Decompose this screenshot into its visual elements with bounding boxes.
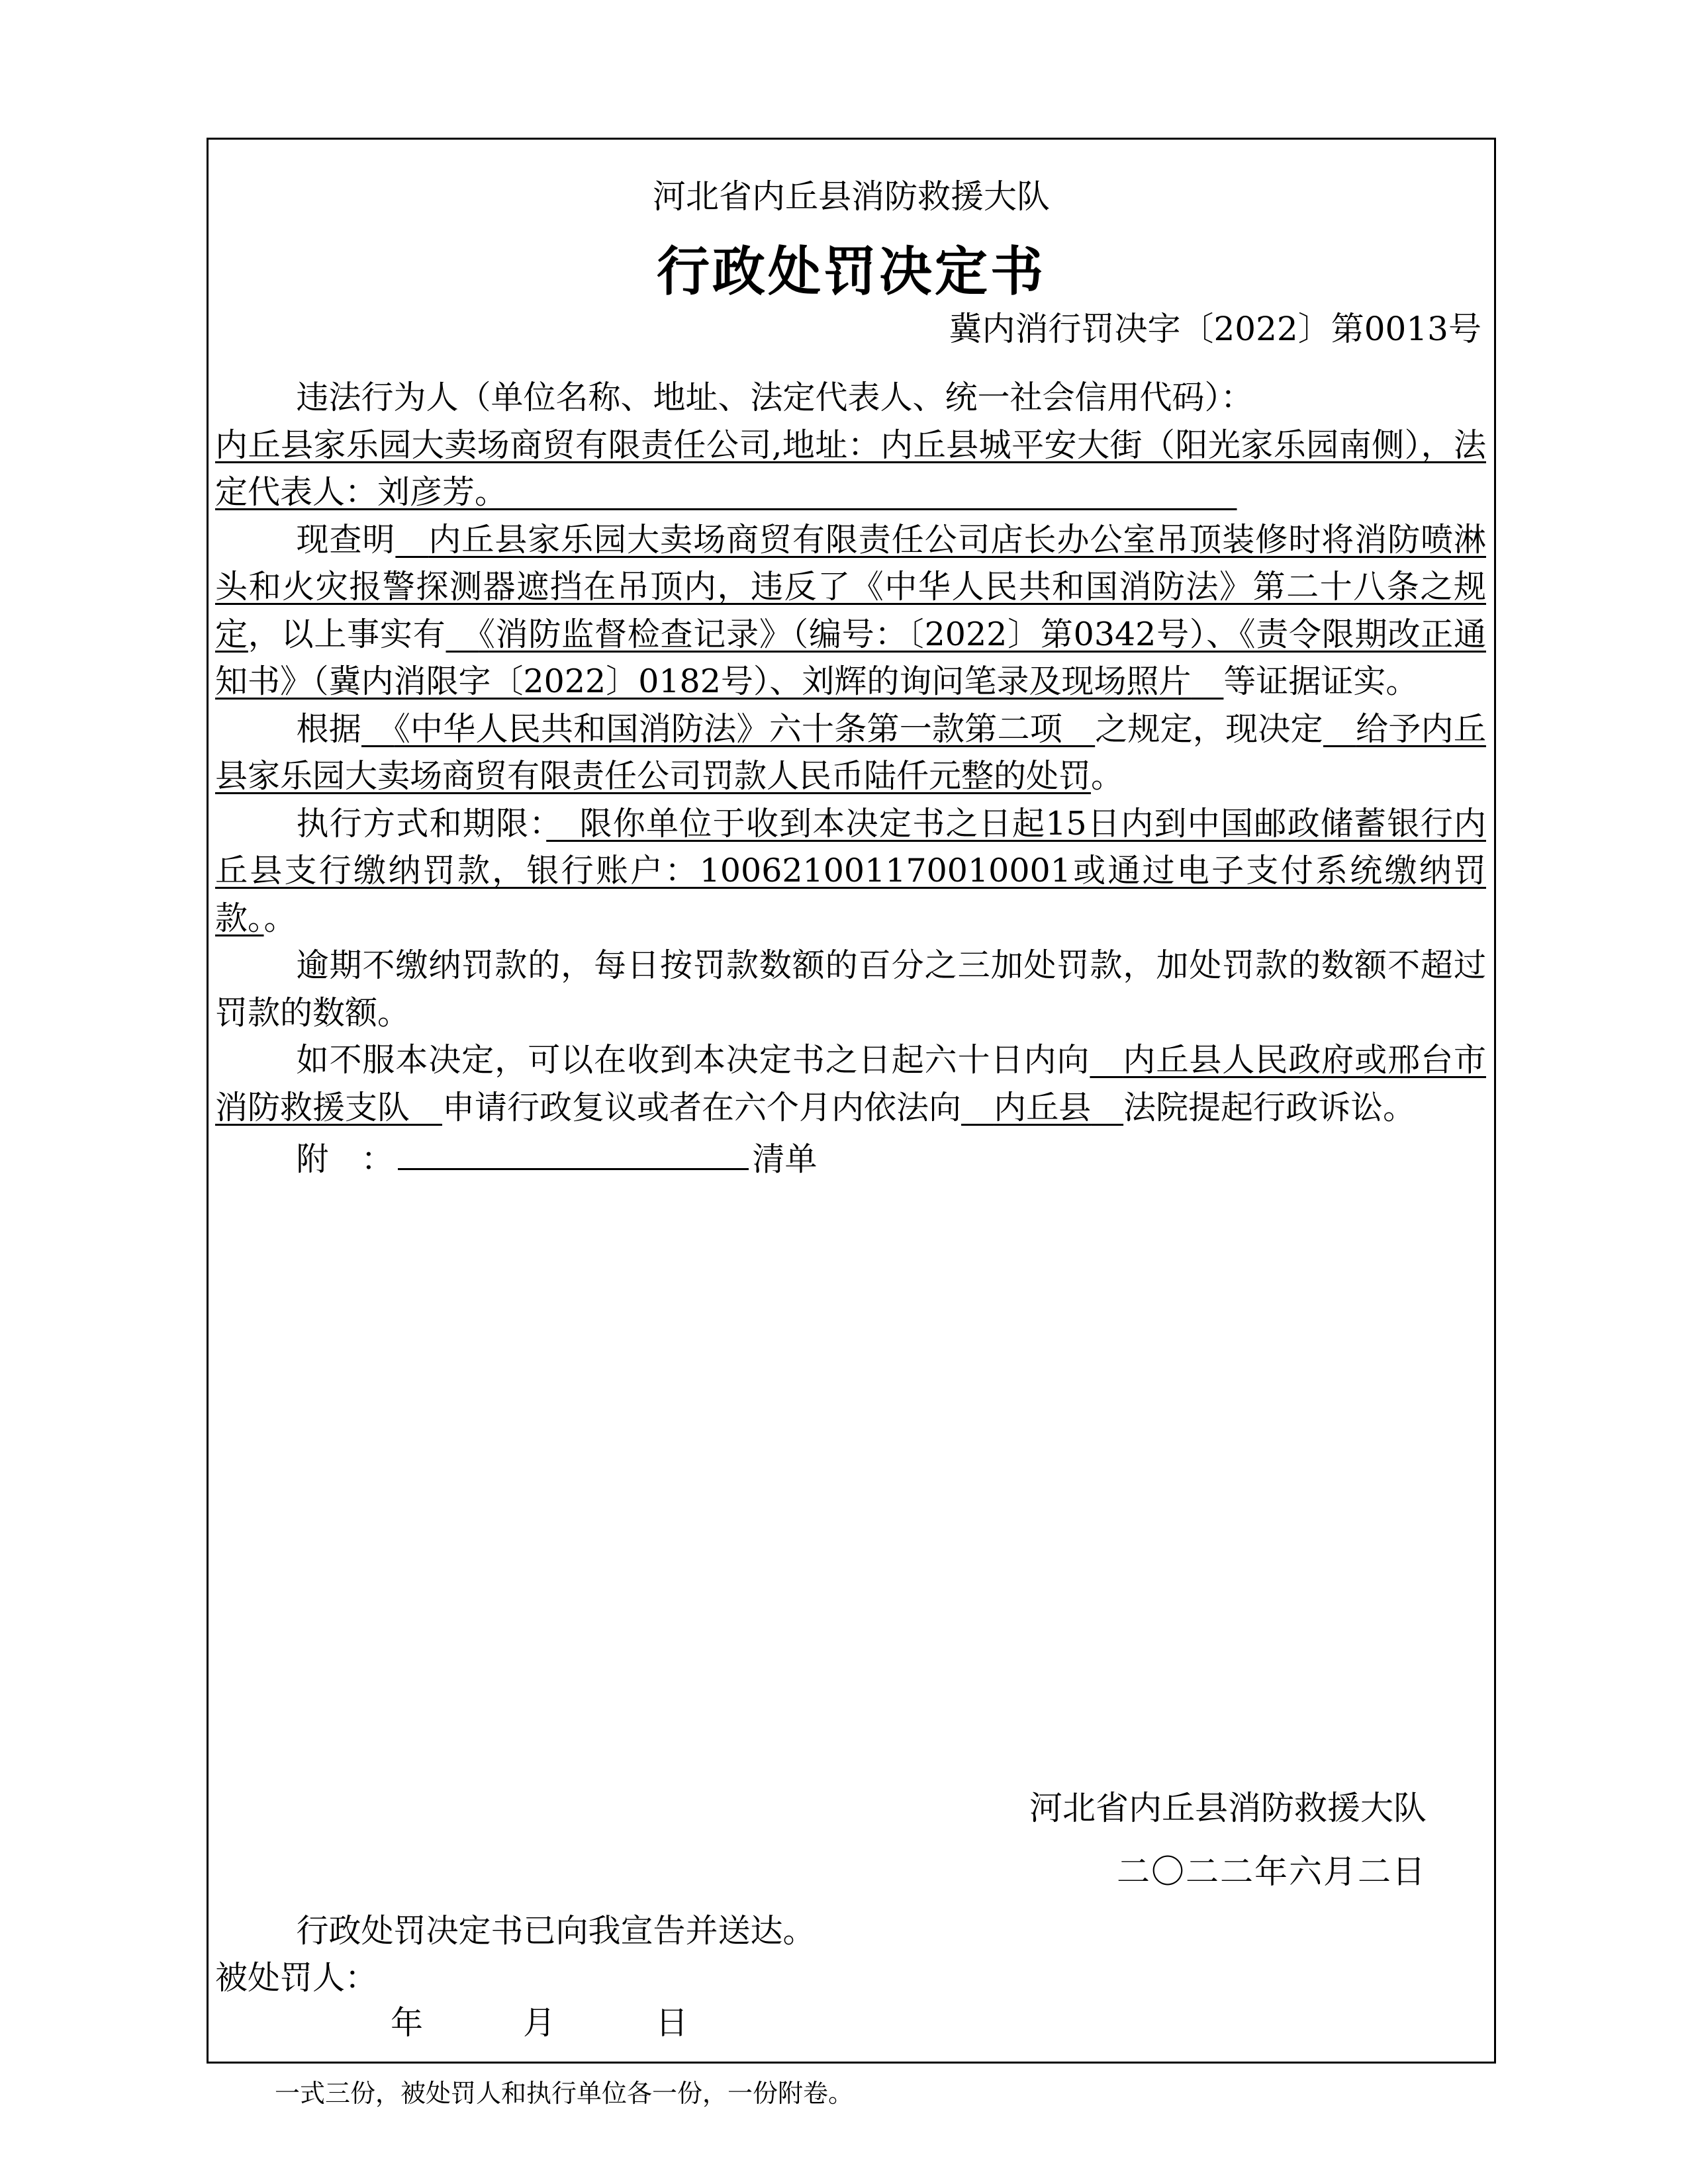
facts-evidence: 《消防监督检查记录》（编号：〔2022〕第0342号）、《责令限期改正通知书》（冀内消限字〔2022〕0182号）、刘辉的询问笔录及现场照片	[215, 615, 1486, 700]
appeal-paragraph	[215, 1036, 1486, 1131]
decision-penalty: 给予内丘县家乐园大卖场商贸有限责任公司罚款人民币陆仟元整的处罚	[215, 709, 1486, 795]
court-pad-end	[1091, 1089, 1123, 1126]
signature-agency: 河北省内丘县消防救援大队	[1029, 1789, 1427, 1827]
facts-pad	[395, 521, 428, 559]
appeal-review-body: 内丘县人民政府或邢台市消防救援支队	[215, 1041, 1486, 1126]
late-payment-paragraph: 逾期不缴纳罚款的，每日按罚款数额的百分之三加处罚款，加处罚款的数额不超过罚款的数额。	[215, 946, 1486, 1032]
appeal-prefix: 如不服本决定，可以在收到本决定书之日起六十日内向	[296, 1041, 1090, 1079]
execution-paragraph	[215, 800, 1486, 942]
execution-details: 限你单位于收到本决定书之日起15日内到中国邮政储蓄银行内丘县支行缴纳罚款，银行账户：100621001170010001或通过电子支付系统缴纳罚款。	[215, 804, 1486, 937]
violator-label: 违法行为人（单位名称、地址、法定代表人、统一社会信用代码）：	[296, 379, 1254, 416]
basis-pad-end	[1062, 710, 1095, 748]
attachment-blank	[398, 1131, 749, 1170]
violator-details: 内丘县家乐园大卖场商贸有限责任公司,地址：内丘县城平安大街（阳光家乐园南侧），法定代表人：刘彦芳。	[215, 426, 1486, 511]
violator-paragraph	[215, 422, 1486, 516]
facts-prefix: 现查明	[296, 520, 396, 559]
decision-basis: 《中华人民共和国消防法》六十条第一款第二项	[394, 709, 1062, 748]
signature-date: 二〇二二年六月二日	[1117, 1852, 1427, 1891]
facts-finding: 内丘县家乐园大卖场商贸有限责任公司店长办公室吊顶装修时将消防喷淋头和火灾报警探测器遮挡在吊顶内，违反了《中华人民共和国消防法》第二十八条之规定	[215, 520, 1486, 653]
appeal-mid: 申请行政复议或者在六个月内依法向	[442, 1088, 962, 1126]
facts-paragraph	[215, 516, 1486, 705]
basis-pad	[361, 710, 394, 748]
month-label: 月	[523, 2004, 556, 2042]
document-number: 冀内消行罚决字〔2022〕第0013号	[949, 310, 1481, 348]
court-pad	[961, 1089, 994, 1126]
violator-underline-fill	[491, 473, 1237, 511]
year-label: 年	[391, 2004, 424, 2042]
service-section	[215, 1907, 1473, 2001]
review-pad	[1090, 1041, 1123, 1079]
attachment-line	[215, 1131, 1486, 1183]
day-label: 日	[655, 2004, 688, 2042]
decision-paragraph	[215, 705, 1486, 800]
facts-mid: ，以上事实有	[248, 615, 446, 653]
issuing-agency: 河北省内丘县消防救援大队	[653, 177, 1050, 216]
decision-prefix: 根据	[296, 709, 361, 748]
recipient-label: 被处罚人：	[215, 1959, 378, 1997]
attachment-label: 附 ：	[296, 1140, 394, 1178]
evidence-pad	[446, 615, 479, 653]
evidence-pad-end	[1191, 662, 1223, 700]
review-pad-end	[410, 1089, 442, 1126]
penalty-pad	[1323, 710, 1356, 748]
appeal-suffix: 法院提起行政诉讼。	[1123, 1088, 1416, 1126]
execution-suffix: 。	[263, 899, 297, 937]
document-body	[215, 374, 1486, 1183]
attachment-suffix: 清单	[752, 1140, 818, 1178]
appeal-court: 内丘县	[994, 1088, 1092, 1126]
execution-pad	[546, 805, 579, 842]
decision-mid: 之规定，现决定	[1095, 709, 1323, 748]
decision-suffix: 。	[1091, 757, 1124, 795]
copies-footnote: 一式三份，被处罚人和执行单位各一份，一份附卷。	[275, 2079, 854, 2108]
service-statement: 行政处罚决定书已向我宣告并送达。	[296, 1912, 816, 1950]
facts-suffix: 等证据证实。	[1223, 662, 1419, 700]
execution-label: 执行方式和期限：	[296, 804, 547, 842]
document-title: 行政处罚决定书	[657, 240, 1046, 302]
service-date-line	[391, 2000, 688, 2046]
